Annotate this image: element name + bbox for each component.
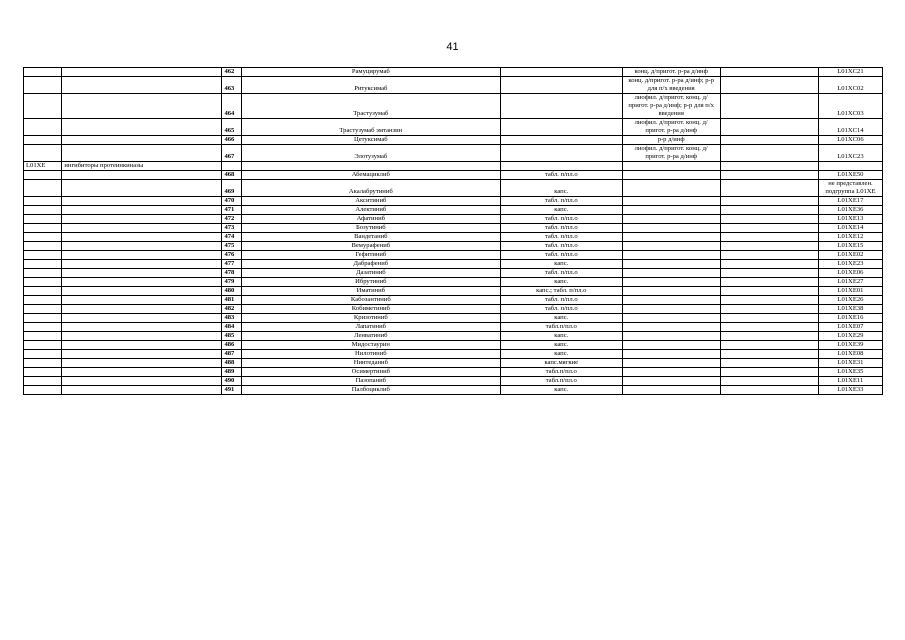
- dosage-form: [500, 94, 622, 119]
- atc-code: L01XE36: [818, 206, 882, 215]
- atc-group-code: [24, 215, 62, 224]
- row-number: 486: [222, 341, 241, 350]
- atc-code: L01XC03: [818, 94, 882, 119]
- group-name: [62, 359, 222, 368]
- atc-group-code: [24, 314, 62, 323]
- dosage-form-injectable: [622, 341, 720, 350]
- row-number: 491: [222, 386, 241, 395]
- dosage-form-injectable: [622, 287, 720, 296]
- blank-cell: [720, 269, 818, 278]
- blank-cell: [720, 171, 818, 180]
- drug-name: Ленватиниб: [241, 332, 500, 341]
- group-name: [62, 323, 222, 332]
- blank-cell: [720, 206, 818, 215]
- dosage-form: [500, 77, 622, 94]
- drug-name: Алектиниб: [241, 206, 500, 215]
- table-row: [24, 368, 883, 377]
- atc-code: L01XE31: [818, 359, 882, 368]
- atc-group-code: [24, 136, 62, 145]
- blank-cell: [720, 68, 818, 77]
- table-row: [24, 377, 883, 386]
- drug-name: Осимертиниб: [241, 368, 500, 377]
- atc-group-code: [24, 287, 62, 296]
- row-number: 488: [222, 359, 241, 368]
- table-row: [24, 323, 883, 332]
- atc-group-code: [24, 68, 62, 77]
- dosage-form-injectable: [622, 296, 720, 305]
- dosage-form: [500, 68, 622, 77]
- group-name: [62, 260, 222, 269]
- row-number: 470: [222, 197, 241, 206]
- table-row: [24, 197, 883, 206]
- group-name: [62, 197, 222, 206]
- table-row: [24, 314, 883, 323]
- group-name: [62, 377, 222, 386]
- atc-group-code: [24, 206, 62, 215]
- dosage-form: капс.: [500, 332, 622, 341]
- blank-cell: [720, 224, 818, 233]
- blank-cell: [720, 180, 818, 197]
- blank-cell: [720, 260, 818, 269]
- group-name: [62, 145, 222, 162]
- atc-code: L01XC21: [818, 68, 882, 77]
- dosage-form: капс.; табл. п/пл.о: [500, 287, 622, 296]
- dosage-form-injectable: [622, 197, 720, 206]
- table-row: [24, 278, 883, 287]
- dosage-form-injectable: [622, 224, 720, 233]
- atc-group-code: [24, 341, 62, 350]
- dosage-form: капс.: [500, 341, 622, 350]
- atc-code: L01XE07: [818, 323, 882, 332]
- dosage-form-injectable: [622, 171, 720, 180]
- drug-name: Цетуксимаб: [241, 136, 500, 145]
- atc-group-code: [24, 368, 62, 377]
- blank-cell: [720, 119, 818, 136]
- group-name: [62, 278, 222, 287]
- atc-group-code: [24, 242, 62, 251]
- dosage-form: капс.: [500, 278, 622, 287]
- group-name: [62, 206, 222, 215]
- dosage-form: капс.: [500, 386, 622, 395]
- dosage-form-injectable: [622, 162, 720, 171]
- dosage-form: табл.п/пл.о: [500, 377, 622, 386]
- dosage-form: [500, 145, 622, 162]
- dosage-form-injectable: [622, 260, 720, 269]
- atc-code: L01XE27: [818, 278, 882, 287]
- atc-group-code: L01XE: [24, 162, 62, 171]
- atc-group-code: [24, 332, 62, 341]
- dosage-form: табл. п/пл.о: [500, 251, 622, 260]
- drug-name: Нинтеданиб: [241, 359, 500, 368]
- dosage-form-injectable: лиофил. д/пригот. конц. д/пригот. р-ра д/инф: [622, 145, 720, 162]
- drug-name: Ритуксимаб: [241, 77, 500, 94]
- drug-name: Мидостаурин: [241, 341, 500, 350]
- blank-cell: [720, 323, 818, 332]
- table-row: [24, 305, 883, 314]
- drug-name: Афатиниб: [241, 215, 500, 224]
- table-row: [24, 233, 883, 242]
- row-number: 483: [222, 314, 241, 323]
- group-name: [62, 251, 222, 260]
- dosage-form-injectable: [622, 269, 720, 278]
- dosage-form: капс.мягкие: [500, 359, 622, 368]
- row-number: 466: [222, 136, 241, 145]
- blank-cell: [720, 350, 818, 359]
- atc-group-code: [24, 278, 62, 287]
- atc-group-code: [24, 251, 62, 260]
- blank-cell: [720, 136, 818, 145]
- atc-group-code: [24, 119, 62, 136]
- atc-code: L01XE14: [818, 224, 882, 233]
- dosage-form: капс.: [500, 180, 622, 197]
- blank-cell: [720, 278, 818, 287]
- atc-group-code: [24, 305, 62, 314]
- group-name: [62, 287, 222, 296]
- atc-code: L01XE01: [818, 287, 882, 296]
- table-row: [24, 386, 883, 395]
- table-row: [24, 251, 883, 260]
- dosage-form: табл. п/пл.о: [500, 296, 622, 305]
- group-name: [62, 386, 222, 395]
- row-number: 477: [222, 260, 241, 269]
- dosage-form: табл. п/пл.о: [500, 215, 622, 224]
- dosage-form: табл. п/пл.о: [500, 233, 622, 242]
- row-number: 475: [222, 242, 241, 251]
- drug-name: Лапатиниб: [241, 323, 500, 332]
- row-number: 468: [222, 171, 241, 180]
- atc-code: не представлен. подгруппа L01XE: [818, 180, 882, 197]
- drug-name: Элотузумаб: [241, 145, 500, 162]
- atc-code: L01XC02: [818, 77, 882, 94]
- table-row: [24, 242, 883, 251]
- table-row: [24, 206, 883, 215]
- drug-name: Кризотиниб: [241, 314, 500, 323]
- row-number: 478: [222, 269, 241, 278]
- table-row: [24, 332, 883, 341]
- table-row: [24, 350, 883, 359]
- dosage-form-injectable: [622, 386, 720, 395]
- drug-name: Вемурафениб: [241, 242, 500, 251]
- group-name: [62, 242, 222, 251]
- group-name: [62, 314, 222, 323]
- drug-name: Пазопаниб: [241, 377, 500, 386]
- dosage-form-injectable: [622, 278, 720, 287]
- atc-code: L01XC06: [818, 136, 882, 145]
- dosage-form: табл. п/пл.о: [500, 171, 622, 180]
- dosage-form-injectable: [622, 215, 720, 224]
- atc-group-code: [24, 377, 62, 386]
- dosage-form-injectable: лиофил. д/пригот. конц. д/пригот. р-ра д/инф; р-р для п/х введения: [622, 94, 720, 119]
- dosage-form-injectable: [622, 233, 720, 242]
- row-number: 481: [222, 296, 241, 305]
- dosage-form-injectable: [622, 323, 720, 332]
- blank-cell: [720, 287, 818, 296]
- dosage-form: табл. п/пл.о: [500, 242, 622, 251]
- drug-name: Абемациклиб: [241, 171, 500, 180]
- atc-code: L01XE23: [818, 260, 882, 269]
- row-number: 487: [222, 350, 241, 359]
- row-number: 467: [222, 145, 241, 162]
- blank-cell: [720, 94, 818, 119]
- blank-cell: [720, 162, 818, 171]
- drug-name: Вандетаниб: [241, 233, 500, 242]
- table-row: [24, 136, 883, 145]
- drug-name: Трастузумаб эмтанзин: [241, 119, 500, 136]
- table-row: [24, 145, 883, 162]
- dosage-form: табл.п/пл.о: [500, 368, 622, 377]
- blank-cell: [720, 377, 818, 386]
- row-number: 490: [222, 377, 241, 386]
- group-name: [62, 180, 222, 197]
- group-name: [62, 332, 222, 341]
- row-number: 463: [222, 77, 241, 94]
- row-number: 480: [222, 287, 241, 296]
- group-name: [62, 269, 222, 278]
- dosage-form-injectable: [622, 180, 720, 197]
- table-row: [24, 119, 883, 136]
- row-number: 484: [222, 323, 241, 332]
- dosage-form-injectable: [622, 251, 720, 260]
- atc-code: L01XE11: [818, 377, 882, 386]
- row-number: 469: [222, 180, 241, 197]
- blank-cell: [720, 242, 818, 251]
- blank-cell: [720, 296, 818, 305]
- table-row: [24, 269, 883, 278]
- blank-cell: [720, 145, 818, 162]
- atc-group-code: [24, 260, 62, 269]
- atc-group-code: [24, 77, 62, 94]
- blank-cell: [720, 305, 818, 314]
- dosage-form: капс.: [500, 206, 622, 215]
- table-row: [24, 341, 883, 350]
- table-row: [24, 296, 883, 305]
- blank-cell: [720, 215, 818, 224]
- group-name: [62, 350, 222, 359]
- atc-code: L01XE29: [818, 332, 882, 341]
- dosage-form: табл. п/пл.о: [500, 224, 622, 233]
- table-row: [24, 224, 883, 233]
- blank-cell: [720, 314, 818, 323]
- atc-group-code: [24, 359, 62, 368]
- row-number: 485: [222, 332, 241, 341]
- table-row: [24, 359, 883, 368]
- blank-cell: [720, 359, 818, 368]
- drug-name: Дазатиниб: [241, 269, 500, 278]
- atc-code: L01XC23: [818, 145, 882, 162]
- table-row: [24, 215, 883, 224]
- table-row: [24, 287, 883, 296]
- atc-group-code: [24, 233, 62, 242]
- atc-code: L01XE13: [818, 215, 882, 224]
- drug-name: Трастузумаб: [241, 94, 500, 119]
- dosage-form-injectable: [622, 368, 720, 377]
- table-row: [24, 171, 883, 180]
- atc-group-code: [24, 350, 62, 359]
- group-name: [62, 171, 222, 180]
- atc-group-code: [24, 171, 62, 180]
- dosage-form: [500, 162, 622, 171]
- atc-group-code: [24, 296, 62, 305]
- dosage-form-injectable: р-р д/инф: [622, 136, 720, 145]
- dosage-form: капс.: [500, 350, 622, 359]
- table-row: [24, 94, 883, 119]
- dosage-form: табл.п/пл.о: [500, 323, 622, 332]
- atc-code: L01XE15: [818, 242, 882, 251]
- atc-code: L01XE50: [818, 171, 882, 180]
- blank-cell: [720, 197, 818, 206]
- blank-cell: [720, 386, 818, 395]
- blank-cell: [720, 77, 818, 94]
- atc-code: L01XE38: [818, 305, 882, 314]
- atc-code: L01XE33: [818, 386, 882, 395]
- drug-table: [23, 67, 883, 395]
- atc-code: L01XE06: [818, 269, 882, 278]
- row-number: 482: [222, 305, 241, 314]
- row-number: 465: [222, 119, 241, 136]
- row-number: [222, 162, 241, 171]
- atc-code: L01XE16: [818, 314, 882, 323]
- dosage-form: капс.: [500, 314, 622, 323]
- group-name: [62, 296, 222, 305]
- dosage-form-injectable: [622, 242, 720, 251]
- page-number: 41: [446, 41, 459, 53]
- table-row: [24, 77, 883, 94]
- drug-name: Акситиниб: [241, 197, 500, 206]
- atc-code: L01XE12: [818, 233, 882, 242]
- table-row: [24, 180, 883, 197]
- drug-name: Дабрафениб: [241, 260, 500, 269]
- atc-code: L01XE08: [818, 350, 882, 359]
- dosage-form-injectable: [622, 305, 720, 314]
- table-row: [24, 68, 883, 77]
- drug-name: Гефитиниб: [241, 251, 500, 260]
- atc-group-code: [24, 323, 62, 332]
- table-row: [24, 260, 883, 269]
- row-number: 476: [222, 251, 241, 260]
- atc-code: L01XE17: [818, 197, 882, 206]
- dosage-form: капс.: [500, 260, 622, 269]
- atc-code: L01XE35: [818, 368, 882, 377]
- group-row: [24, 162, 883, 171]
- row-number: 474: [222, 233, 241, 242]
- group-name: [62, 233, 222, 242]
- group-name: [62, 94, 222, 119]
- group-name: [62, 77, 222, 94]
- dosage-form-injectable: [622, 377, 720, 386]
- atc-group-code: [24, 94, 62, 119]
- group-name: [62, 341, 222, 350]
- drug-name: Ибрутиниб: [241, 278, 500, 287]
- group-name: [62, 68, 222, 77]
- group-name: [62, 136, 222, 145]
- group-name: [62, 215, 222, 224]
- group-name: [62, 119, 222, 136]
- drug-name: Палбоциклиб: [241, 386, 500, 395]
- dosage-form-injectable: лиофил. д/пригот. конц. д/пригот. р-ра д/инф: [622, 119, 720, 136]
- blank-cell: [720, 251, 818, 260]
- row-number: 479: [222, 278, 241, 287]
- group-name: [62, 224, 222, 233]
- atc-group-code: [24, 269, 62, 278]
- dosage-form-injectable: [622, 206, 720, 215]
- row-number: 471: [222, 206, 241, 215]
- drug-name: Иматиниб: [241, 287, 500, 296]
- table-body: [24, 68, 883, 395]
- row-number: 489: [222, 368, 241, 377]
- atc-code: [818, 162, 882, 171]
- blank-cell: [720, 368, 818, 377]
- group-name: [62, 305, 222, 314]
- dosage-form: табл. п/пл.о: [500, 269, 622, 278]
- row-number: 472: [222, 215, 241, 224]
- group-name: ингибиторы протеинкиназы: [62, 162, 222, 171]
- drug-name: Рамуцирумаб: [241, 68, 500, 77]
- drug-name: Акалабрутиниб: [241, 180, 500, 197]
- dosage-form-injectable: [622, 350, 720, 359]
- dosage-form: табл. п/пл.о: [500, 305, 622, 314]
- blank-cell: [720, 341, 818, 350]
- drug-name: [241, 162, 500, 171]
- dosage-form-injectable: [622, 332, 720, 341]
- atc-code: L01XE39: [818, 341, 882, 350]
- row-number: 464: [222, 94, 241, 119]
- drug-name: Кобиметиниб: [241, 305, 500, 314]
- group-name: [62, 368, 222, 377]
- drug-name: Нилотиниб: [241, 350, 500, 359]
- dosage-form: [500, 136, 622, 145]
- atc-group-code: [24, 386, 62, 395]
- atc-group-code: [24, 145, 62, 162]
- dosage-form: табл. п/пл.о: [500, 197, 622, 206]
- row-number: 473: [222, 224, 241, 233]
- row-number: 462: [222, 68, 241, 77]
- dosage-form-injectable: [622, 314, 720, 323]
- atc-code: L01XC14: [818, 119, 882, 136]
- drug-name: Бозутиниб: [241, 224, 500, 233]
- drug-name: Кабозантиниб: [241, 296, 500, 305]
- atc-group-code: [24, 224, 62, 233]
- dosage-form-injectable: [622, 359, 720, 368]
- atc-code: L01XE02: [818, 251, 882, 260]
- dosage-form-injectable: конц. д/пригот. р-ра д/инф; р-р для п/х введения: [622, 77, 720, 94]
- atc-group-code: [24, 197, 62, 206]
- dosage-form-injectable: конц. д/пригот. р-ра д/инф: [622, 68, 720, 77]
- atc-group-code: [24, 180, 62, 197]
- blank-cell: [720, 233, 818, 242]
- atc-code: L01XE26: [818, 296, 882, 305]
- dosage-form: [500, 119, 622, 136]
- blank-cell: [720, 332, 818, 341]
